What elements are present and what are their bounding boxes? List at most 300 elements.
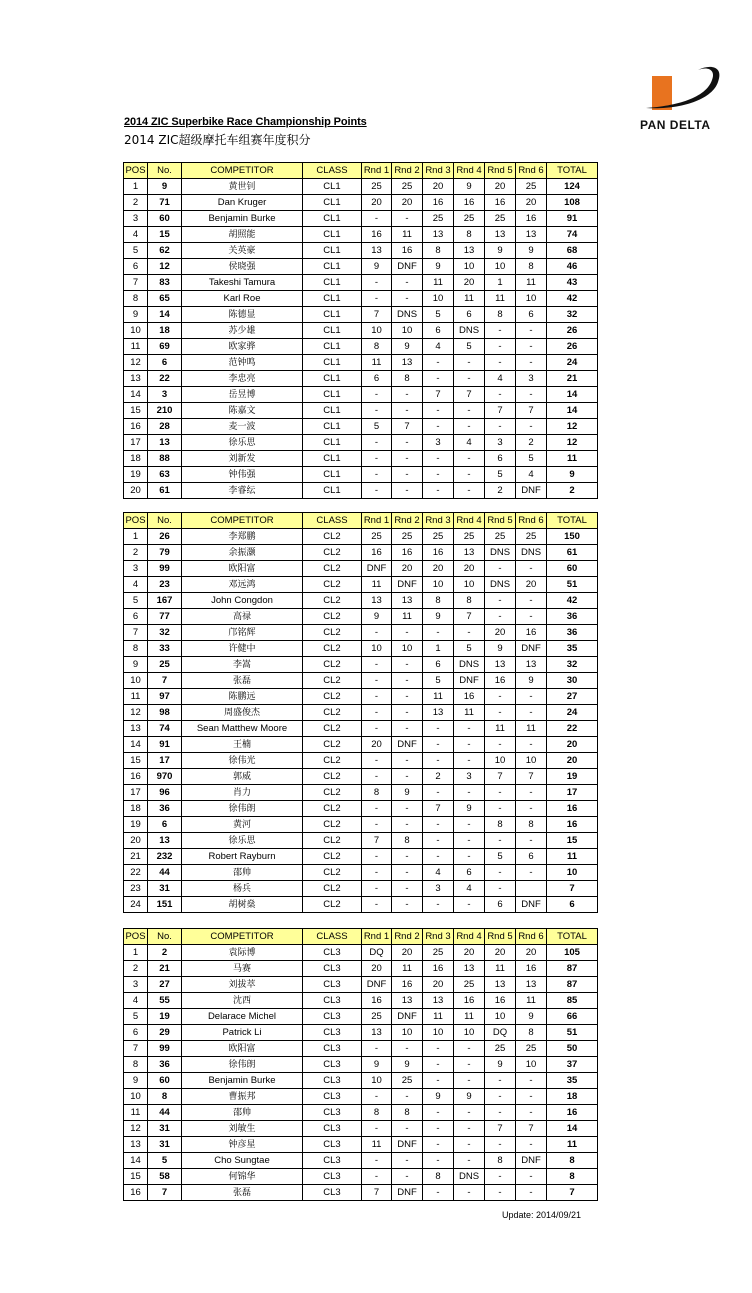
cell-pos: 2	[124, 195, 148, 211]
cell-rnd4: 13	[454, 961, 485, 977]
cell-rnd3: 11	[423, 689, 454, 705]
cell-rnd1: 9	[362, 609, 392, 625]
cell-rnd3: -	[423, 1041, 454, 1057]
cell-rnd4: 3	[454, 769, 485, 785]
cell-rnd4: -	[454, 467, 485, 483]
cell-competitor: 何锦华	[182, 1169, 303, 1185]
cell-rnd5: 7	[485, 769, 516, 785]
cell-rnd5: 8	[485, 307, 516, 323]
column-header-rnd3: Rnd 3	[423, 513, 454, 529]
cell-rnd3: 9	[423, 1089, 454, 1105]
cell-rnd6: 7	[516, 403, 547, 419]
cell-rnd6: 6	[516, 307, 547, 323]
cell-rnd4: 11	[454, 291, 485, 307]
cell-class: CL1	[303, 323, 362, 339]
cell-total: 8	[547, 1169, 598, 1185]
cell-rnd1: 9	[362, 259, 392, 275]
column-header-class: CLASS	[303, 929, 362, 945]
cell-rnd2: -	[392, 1121, 423, 1137]
cell-rnd1: 20	[362, 737, 392, 753]
table-header-row	[124, 513, 598, 529]
cell-rnd3: 16	[423, 195, 454, 211]
cell-rnd6: -	[516, 1105, 547, 1121]
cell-rnd6: DNF	[516, 641, 547, 657]
cell-rnd6: 11	[516, 721, 547, 737]
cell-rnd3: -	[423, 1105, 454, 1121]
cell-pos: 14	[124, 387, 148, 403]
cell-rnd1: -	[362, 211, 392, 227]
cell-competitor: 侯晓强	[182, 259, 303, 275]
table-row	[124, 593, 598, 609]
cell-number: 55	[148, 993, 182, 1009]
cell-total: 46	[547, 259, 598, 275]
cell-rnd4: -	[454, 451, 485, 467]
cell-rnd4: 11	[454, 705, 485, 721]
cell-rnd3: 25	[423, 945, 454, 961]
cell-rnd4: -	[454, 1073, 485, 1089]
table-row	[124, 275, 598, 291]
cell-number: 970	[148, 769, 182, 785]
cell-total: 87	[547, 977, 598, 993]
cell-class: CL3	[303, 1073, 362, 1089]
cell-rnd6: 11	[516, 993, 547, 1009]
cell-pos: 13	[124, 721, 148, 737]
cell-total: 42	[547, 291, 598, 307]
cell-rnd5: -	[485, 1105, 516, 1121]
cell-competitor: Takeshi Tamura	[182, 275, 303, 291]
cell-rnd5: 4	[485, 371, 516, 387]
cell-number: 6	[148, 355, 182, 371]
cell-rnd2: -	[392, 483, 423, 499]
cell-class: CL2	[303, 881, 362, 897]
cell-total: 42	[547, 593, 598, 609]
cell-rnd6: 10	[516, 1057, 547, 1073]
column-header-total: TOTAL	[547, 513, 598, 529]
cell-rnd1: 20	[362, 961, 392, 977]
cell-total: 50	[547, 1041, 598, 1057]
cell-number: 32	[148, 625, 182, 641]
cell-rnd5: 25	[485, 1041, 516, 1057]
cell-rnd6: 8	[516, 817, 547, 833]
cell-rnd4: -	[454, 419, 485, 435]
cell-class: CL3	[303, 993, 362, 1009]
table-row	[124, 435, 598, 451]
cell-rnd3: 10	[423, 291, 454, 307]
cell-competitor: 徐伟朗	[182, 801, 303, 817]
column-header-rnd2: Rnd 2	[392, 163, 423, 179]
cell-class: CL2	[303, 545, 362, 561]
cell-rnd3: 4	[423, 865, 454, 881]
table-row	[124, 737, 598, 753]
table-row	[124, 817, 598, 833]
cell-competitor: 黄河	[182, 817, 303, 833]
cell-rnd4: 13	[454, 243, 485, 259]
cell-rnd1: -	[362, 1169, 392, 1185]
cell-class: CL2	[303, 785, 362, 801]
column-header-rnd5: Rnd 5	[485, 929, 516, 945]
cell-rnd4: -	[454, 403, 485, 419]
cell-class: CL1	[303, 243, 362, 259]
cell-rnd6: -	[516, 339, 547, 355]
column-header-rnd5: Rnd 5	[485, 163, 516, 179]
cell-competitor: 徐伟光	[182, 753, 303, 769]
table-row	[124, 371, 598, 387]
cell-pos: 9	[124, 307, 148, 323]
cell-rnd4: 13	[454, 545, 485, 561]
cell-rnd1: 16	[362, 227, 392, 243]
cell-rnd4: 4	[454, 881, 485, 897]
cell-rnd6: 10	[516, 291, 547, 307]
table-row	[124, 179, 598, 195]
table-row	[124, 1121, 598, 1137]
cell-rnd5: 7	[485, 1121, 516, 1137]
cell-rnd4: 16	[454, 993, 485, 1009]
cell-competitor: 杨兵	[182, 881, 303, 897]
cell-rnd3: 2	[423, 769, 454, 785]
table-row	[124, 1025, 598, 1041]
cell-rnd5: 16	[485, 673, 516, 689]
cell-rnd3: -	[423, 625, 454, 641]
cell-rnd3: -	[423, 451, 454, 467]
cell-rnd3: 16	[423, 961, 454, 977]
cell-rnd5: -	[485, 865, 516, 881]
logo-mark-icon	[636, 62, 748, 118]
cell-rnd4: -	[454, 1153, 485, 1169]
cell-rnd2: -	[392, 291, 423, 307]
cell-competitor: 邵帅	[182, 1105, 303, 1121]
cell-competitor: 欧家骅	[182, 339, 303, 355]
cell-rnd6: -	[516, 593, 547, 609]
table-row	[124, 705, 598, 721]
cell-number: 63	[148, 467, 182, 483]
cell-rnd2: 16	[392, 977, 423, 993]
cell-rnd2: 16	[392, 545, 423, 561]
cell-rnd1: 7	[362, 833, 392, 849]
cell-total: 35	[547, 1073, 598, 1089]
cell-class: CL1	[303, 275, 362, 291]
cell-rnd3: 11	[423, 275, 454, 291]
cell-number: 17	[148, 753, 182, 769]
cell-rnd3: 20	[423, 977, 454, 993]
cell-rnd4: 6	[454, 865, 485, 881]
cell-rnd4: -	[454, 1041, 485, 1057]
cell-rnd4: 9	[454, 1089, 485, 1105]
table-row	[124, 785, 598, 801]
cell-number: 44	[148, 865, 182, 881]
cell-rnd3: -	[423, 1185, 454, 1201]
cell-total: 16	[547, 1105, 598, 1121]
cell-rnd5: -	[485, 1137, 516, 1153]
cell-rnd2: -	[392, 689, 423, 705]
cell-rnd3: -	[423, 483, 454, 499]
cell-rnd6: 20	[516, 195, 547, 211]
cell-rnd3: -	[423, 817, 454, 833]
cell-rnd1: 13	[362, 593, 392, 609]
cell-competitor: 许健中	[182, 641, 303, 657]
cell-pos: 4	[124, 577, 148, 593]
cell-number: 14	[148, 307, 182, 323]
cell-competitor: 徐乐思	[182, 833, 303, 849]
table-row	[124, 195, 598, 211]
cell-number: 99	[148, 1041, 182, 1057]
cell-rnd2: DNF	[392, 1009, 423, 1025]
cell-rnd4: 25	[454, 529, 485, 545]
cell-pos: 3	[124, 561, 148, 577]
table-row	[124, 545, 598, 561]
cell-pos: 6	[124, 1025, 148, 1041]
cell-rnd6: -	[516, 323, 547, 339]
cell-number: 27	[148, 977, 182, 993]
table-row	[124, 243, 598, 259]
cell-class: CL2	[303, 769, 362, 785]
cell-rnd2: 20	[392, 561, 423, 577]
cell-rnd5: 1	[485, 275, 516, 291]
cell-competitor: 张磊	[182, 1185, 303, 1201]
cl1-standings-table	[123, 162, 598, 499]
cell-rnd3: -	[423, 1153, 454, 1169]
cell-pos: 12	[124, 355, 148, 371]
cell-rnd4: -	[454, 897, 485, 913]
cell-total: 17	[547, 785, 598, 801]
cell-rnd5: -	[485, 737, 516, 753]
cell-rnd1: 11	[362, 577, 392, 593]
pan-delta-logo	[636, 62, 748, 134]
cell-rnd2: 25	[392, 529, 423, 545]
cell-rnd5: -	[485, 1089, 516, 1105]
cell-total: 26	[547, 323, 598, 339]
column-header-rnd6: Rnd 6	[516, 929, 547, 945]
cell-total: 51	[547, 577, 598, 593]
cell-pos: 15	[124, 753, 148, 769]
cell-pos: 5	[124, 243, 148, 259]
table-row	[124, 961, 598, 977]
cell-rnd5: -	[485, 689, 516, 705]
cell-number: 8	[148, 1089, 182, 1105]
cell-pos: 6	[124, 259, 148, 275]
cell-rnd6: 10	[516, 753, 547, 769]
cell-rnd1: 7	[362, 307, 392, 323]
cell-rnd2: -	[392, 801, 423, 817]
cell-class: CL2	[303, 529, 362, 545]
cell-total: 20	[547, 737, 598, 753]
cell-rnd4: 7	[454, 609, 485, 625]
cell-rnd5: 11	[485, 721, 516, 737]
cell-number: 74	[148, 721, 182, 737]
cell-rnd3: 11	[423, 1009, 454, 1025]
cell-rnd6: -	[516, 865, 547, 881]
cell-rnd1: 10	[362, 641, 392, 657]
cell-rnd5: -	[485, 881, 516, 897]
cell-class: CL2	[303, 689, 362, 705]
cell-rnd5: 16	[485, 993, 516, 1009]
table-row	[124, 657, 598, 673]
cell-number: 210	[148, 403, 182, 419]
cell-rnd6: -	[516, 419, 547, 435]
cell-total: 51	[547, 1025, 598, 1041]
cell-pos: 1	[124, 945, 148, 961]
cell-rnd2: -	[392, 387, 423, 403]
cell-competitor: 岳昱博	[182, 387, 303, 403]
cell-pos: 11	[124, 689, 148, 705]
cell-rnd5: 11	[485, 961, 516, 977]
cell-rnd1: -	[362, 881, 392, 897]
cell-rnd6: 7	[516, 769, 547, 785]
cell-rnd6: -	[516, 609, 547, 625]
cell-number: 5	[148, 1153, 182, 1169]
cell-rnd2: -	[392, 849, 423, 865]
cell-competitor: Benjamin Burke	[182, 1073, 303, 1089]
cell-rnd1: -	[362, 865, 392, 881]
cell-rnd2: -	[392, 625, 423, 641]
cell-rnd5: 6	[485, 897, 516, 913]
column-header-rnd4: Rnd 4	[454, 513, 485, 529]
cell-class: CL3	[303, 945, 362, 961]
cell-competitor: John Congdon	[182, 593, 303, 609]
cell-rnd4: -	[454, 355, 485, 371]
cell-rnd1: 9	[362, 1057, 392, 1073]
cell-rnd6: 11	[516, 275, 547, 291]
cell-class: CL1	[303, 259, 362, 275]
cell-rnd1: DNF	[362, 561, 392, 577]
cell-rnd6: DNF	[516, 483, 547, 499]
table-row	[124, 529, 598, 545]
cell-rnd4: -	[454, 1105, 485, 1121]
cell-pos: 10	[124, 1089, 148, 1105]
cell-class: CL3	[303, 1169, 362, 1185]
cell-pos: 16	[124, 1185, 148, 1201]
cell-competitor: 李睿纭	[182, 483, 303, 499]
cell-number: 98	[148, 705, 182, 721]
cell-rnd5: 10	[485, 259, 516, 275]
cell-pos: 24	[124, 897, 148, 913]
cell-rnd1: -	[362, 897, 392, 913]
cell-rnd1: 13	[362, 1025, 392, 1041]
cell-pos: 2	[124, 961, 148, 977]
cell-class: CL2	[303, 577, 362, 593]
cell-rnd1: -	[362, 1041, 392, 1057]
cell-rnd5: 9	[485, 243, 516, 259]
column-header-rnd1: Rnd 1	[362, 513, 392, 529]
update-date: Update: 2014/09/21	[502, 1210, 582, 1220]
cell-rnd4: 25	[454, 211, 485, 227]
cell-competitor: 陈嘉文	[182, 403, 303, 419]
cell-rnd2: 8	[392, 371, 423, 387]
cell-rnd2: -	[392, 673, 423, 689]
cell-rnd4: 9	[454, 179, 485, 195]
column-header-pos: POS	[124, 513, 148, 529]
cell-rnd6: 9	[516, 673, 547, 689]
cell-rnd6: -	[516, 1073, 547, 1089]
cell-rnd2: 11	[392, 961, 423, 977]
cell-rnd3: 9	[423, 259, 454, 275]
cell-class: CL3	[303, 1057, 362, 1073]
cell-number: 58	[148, 1169, 182, 1185]
cell-rnd5: 13	[485, 227, 516, 243]
cell-pos: 15	[124, 403, 148, 419]
cell-total: 14	[547, 387, 598, 403]
column-header-rnd5: Rnd 5	[485, 513, 516, 529]
cell-number: 61	[148, 483, 182, 499]
cell-rnd2: DNF	[392, 737, 423, 753]
cell-rnd4: 16	[454, 195, 485, 211]
cell-rnd4: -	[454, 625, 485, 641]
cell-rnd2: 25	[392, 1073, 423, 1089]
cell-rnd3: 5	[423, 673, 454, 689]
cell-rnd4: -	[454, 721, 485, 737]
table-row	[124, 323, 598, 339]
cell-total: 14	[547, 1121, 598, 1137]
cell-rnd2: -	[392, 1153, 423, 1169]
cell-rnd1: -	[362, 705, 392, 721]
cell-rnd6: 25	[516, 179, 547, 195]
cell-rnd6: 9	[516, 243, 547, 259]
cell-competitor: 邵帅	[182, 865, 303, 881]
cell-rnd5: -	[485, 561, 516, 577]
cell-total: 37	[547, 1057, 598, 1073]
cell-number: 9	[148, 179, 182, 195]
cell-rnd2: 10	[392, 641, 423, 657]
cell-competitor: 肖力	[182, 785, 303, 801]
cell-rnd2: DNS	[392, 307, 423, 323]
cell-rnd4: -	[454, 737, 485, 753]
table-row	[124, 1057, 598, 1073]
cell-number: 65	[148, 291, 182, 307]
cell-rnd3: -	[423, 1137, 454, 1153]
cell-rnd4: DNS	[454, 323, 485, 339]
cell-pos: 14	[124, 1153, 148, 1169]
cell-rnd4: 20	[454, 275, 485, 291]
cell-rnd3: 20	[423, 561, 454, 577]
table-row	[124, 945, 598, 961]
column-header-rnd2: Rnd 2	[392, 929, 423, 945]
cell-pos: 5	[124, 1009, 148, 1025]
cell-rnd6: 8	[516, 1025, 547, 1041]
table-row	[124, 387, 598, 403]
cell-rnd5: 10	[485, 753, 516, 769]
cell-rnd5: -	[485, 801, 516, 817]
cell-number: 83	[148, 275, 182, 291]
cell-rnd1: -	[362, 657, 392, 673]
cell-pos: 12	[124, 1121, 148, 1137]
table-row	[124, 467, 598, 483]
cell-rnd2: DNF	[392, 577, 423, 593]
cell-rnd2: 13	[392, 993, 423, 1009]
cell-number: 25	[148, 657, 182, 673]
cell-competitor: 李忠亮	[182, 371, 303, 387]
cell-rnd6: 25	[516, 529, 547, 545]
table-row	[124, 801, 598, 817]
table-row	[124, 307, 598, 323]
cell-rnd2: -	[392, 1169, 423, 1185]
cell-rnd5: 5	[485, 467, 516, 483]
cell-class: CL3	[303, 1121, 362, 1137]
column-header-rnd4: Rnd 4	[454, 929, 485, 945]
cell-pos: 16	[124, 419, 148, 435]
cell-competitor: 钟伟强	[182, 467, 303, 483]
cell-class: CL1	[303, 467, 362, 483]
cell-class: CL3	[303, 961, 362, 977]
cell-rnd2: 20	[392, 195, 423, 211]
cell-rnd5: 8	[485, 817, 516, 833]
cell-rnd2: 10	[392, 323, 423, 339]
cell-pos: 17	[124, 785, 148, 801]
cell-rnd3: -	[423, 1121, 454, 1137]
cell-pos: 12	[124, 705, 148, 721]
table-row	[124, 689, 598, 705]
cell-number: 3	[148, 387, 182, 403]
cell-rnd1: -	[362, 625, 392, 641]
cell-rnd1: 8	[362, 1105, 392, 1121]
